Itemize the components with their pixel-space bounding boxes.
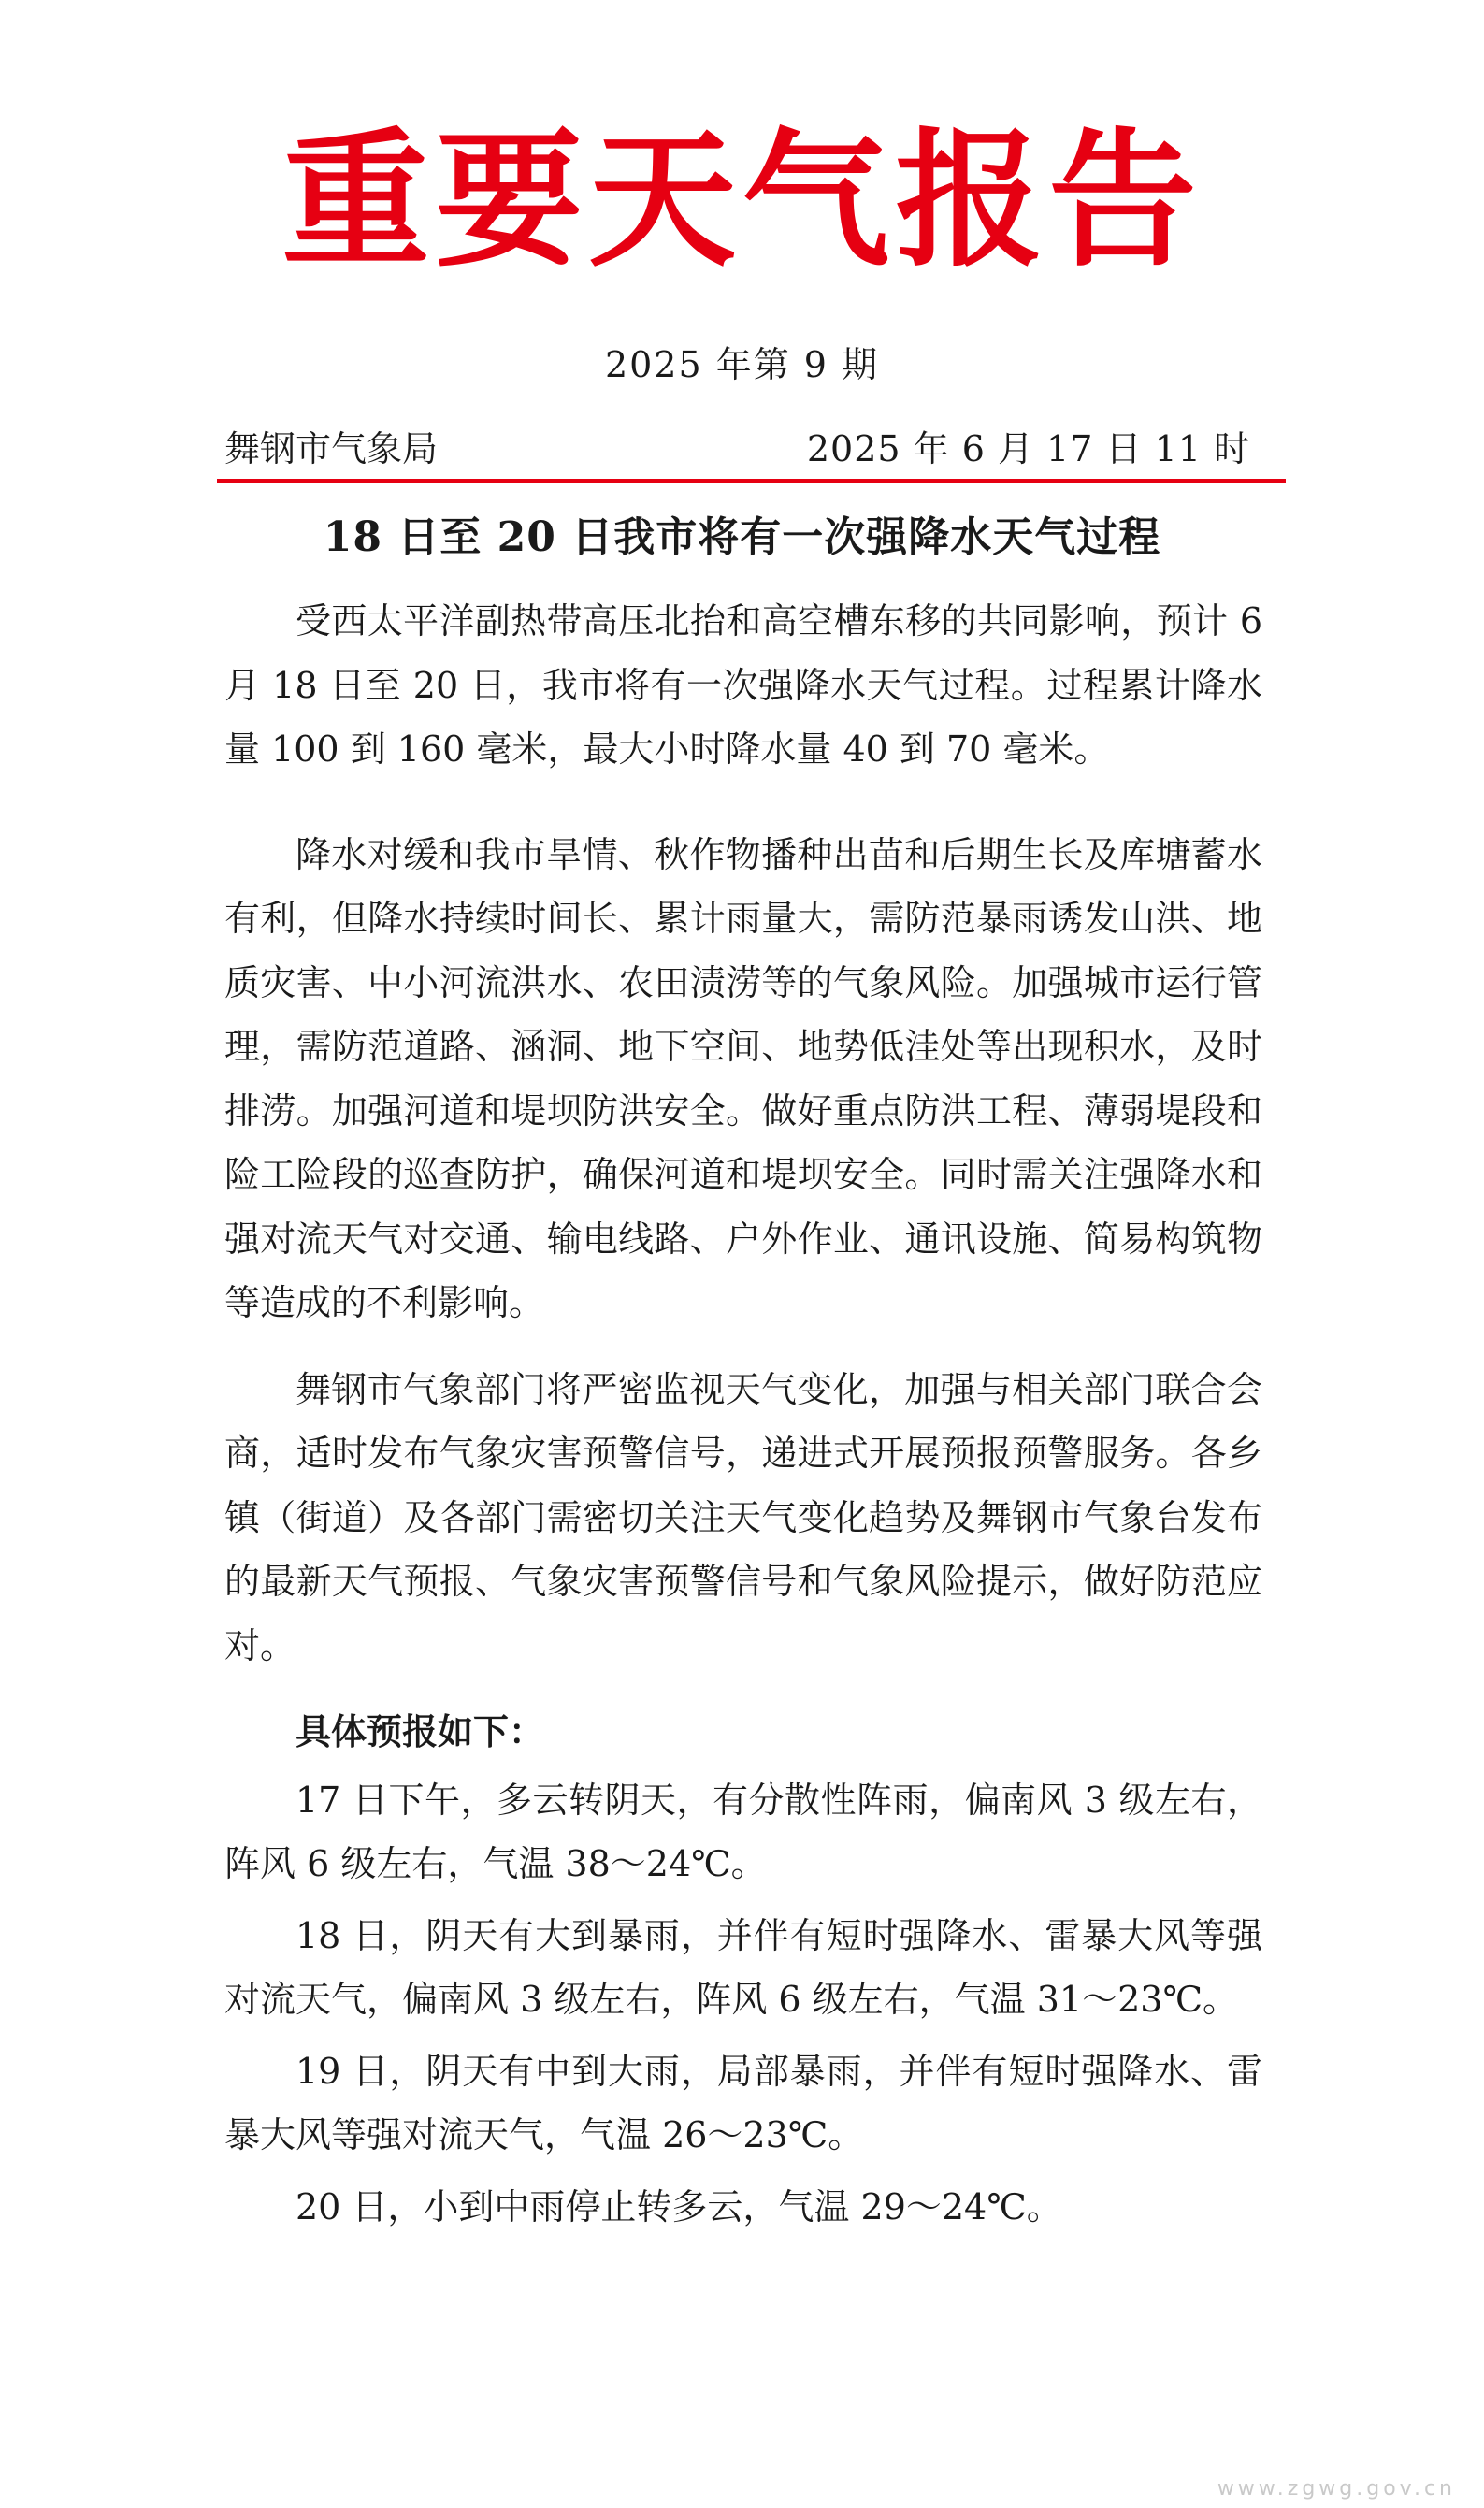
forecast-heading: 具体预报如下： — [295, 1710, 545, 1752]
forecast-day-18: 18 日，阴天有大到暴雨，并伴有短时强降水、雷暴大风等强对流天气，偏南风 3 级左右，阵风 6 级左右，气温 31～23℃。 — [224, 1914, 1262, 2020]
report-body — [224, 589, 1262, 2246]
masthead-title: 重要天气报告 — [281, 115, 1203, 287]
report-headline: 18 日至 20 日我市将有一次强降水天气过程 — [323, 513, 1161, 561]
forecast-day-20: 20 日，小到中雨停止转多云，气温 29～24℃。 — [295, 2185, 1062, 2227]
paragraph-services: 舞钢市气象部门将严密监视天气变化，加强与相关部门联合会商，适时发布气象灾害预警信号，递进式开展预报预警服务。各乡镇（街道）及各部门需密切关注天气变化趋势及舞钢市气象台发布的最新天气预报、气象灾害预警信号和气象风险提示，做好防范应对。 — [224, 1368, 1262, 1666]
paragraph-impacts: 降水对缓和我市旱情、秋作物播种出苗和后期生长及库塘蓄水有利，但降水持续时间长、累计雨量大，需防范暴雨诱发山洪、地质灾害、中小河流洪水、农田渍涝等的气象风险。加强城市运行管理，需防范道路、涵洞、地下空间、地势低洼处等出现积水，及时排涝。加强河道和堤坝防洪安全。做好重点防洪工程、薄弱堤段和险工险段的巡查防护，确保河道和堤坝安全。同时需关注强降水和强对流天气对交通、输电线路、户外作业、通讯设施、简易构筑物等造成的不利影响。 — [224, 833, 1262, 1323]
paragraph-overview: 受西太平洋副热带高压北抬和高空槽东移的共同影响，预计 6 月 18 日至 20 日，我市将有一次强降水天气过程。过程累计降水量 100 到 160 毫米，最大小时降水量 40 到 70 毫米。 — [224, 600, 1262, 770]
issuer-name: 舞钢市气象局 — [224, 428, 439, 469]
forecast-day-17: 17 日下午，多云转阴天，有分散性阵雨，偏南风 3 级左右，阵风 6 级左右，气温 38～24℃。 — [224, 1779, 1262, 1884]
site-watermark: www.zgwg.gov.cn — [1217, 2477, 1456, 2501]
forecast-day-19: 19 日，阴天有中到大雨，局部暴雨，并伴有短时强降水、雷暴大风等强对流天气，气温 26～23℃。 — [224, 2050, 1262, 2155]
red-divider — [217, 479, 1286, 483]
issue-time: 2025 年 6 月 17 日 11 时 — [806, 428, 1250, 469]
issue-number: 2025 年第 9 期 — [604, 344, 880, 385]
issuer-row — [224, 423, 1250, 475]
